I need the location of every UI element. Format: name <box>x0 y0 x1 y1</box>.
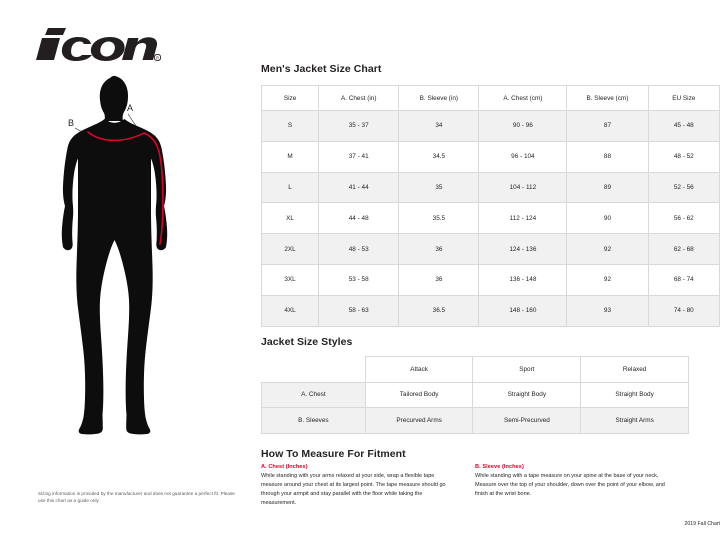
left-column <box>0 0 250 540</box>
table-row <box>262 111 720 142</box>
cell-sleeve-cm: 90 <box>567 203 648 234</box>
table-header-row <box>262 86 720 111</box>
how-to-measure-title: How To Measure For Fitment <box>261 448 406 460</box>
cell-size: 4XL <box>262 295 319 326</box>
cell-chest-in: 48 - 53 <box>319 234 399 265</box>
styles-corner-cell <box>262 357 366 383</box>
styles-cell-sport-sleeves: Semi-Precurved <box>473 408 581 434</box>
styles-header-row <box>262 357 689 383</box>
col-header-chest-cm: A. Chest (cm) <box>479 86 567 111</box>
cell-sleeve-in: 34 <box>399 111 479 142</box>
styles-row-label-chest: A. Chest <box>262 382 366 408</box>
styles-cell-attack-sleeves: Precurved Arms <box>365 408 473 434</box>
cell-chest-cm: 104 - 112 <box>479 172 567 203</box>
cell-sleeve-cm: 93 <box>567 295 648 326</box>
cell-eu-size: 56 - 62 <box>648 203 719 234</box>
cell-chest-cm: 136 - 148 <box>479 264 567 295</box>
styles-cell-relaxed-chest: Straight Body <box>581 382 689 408</box>
size-styles-table <box>261 356 689 434</box>
disclaimer-text: Sizing information is provided by the manufacturer and does not guarantee a perfect fit. Please use this chart as a guide only <box>38 491 235 504</box>
icon-logo <box>36 28 161 70</box>
cell-size: XL <box>262 203 319 234</box>
col-header-size: Size <box>262 86 319 111</box>
measure-chest-heading: A. Chest (Inches) <box>261 464 308 470</box>
styles-row-label-sleeves: B. Sleeves <box>262 408 366 434</box>
styles-cell-relaxed-sleeves: Straight Arms <box>581 408 689 434</box>
table-row <box>262 203 720 234</box>
cell-sleeve-in: 35.5 <box>399 203 479 234</box>
cell-size: S <box>262 111 319 142</box>
size-chart-title: Men's Jacket Size Chart <box>261 63 382 75</box>
right-column <box>261 0 720 540</box>
measure-chest-block <box>261 464 457 508</box>
cell-eu-size: 48 - 52 <box>648 141 719 172</box>
col-header-sleeve-in: B. Sleeve (in) <box>399 86 479 111</box>
cell-sleeve-in: 36 <box>399 264 479 295</box>
body-diagram <box>24 70 244 460</box>
cell-chest-cm: 90 - 96 <box>479 111 567 142</box>
cell-chest-cm: 148 - 160 <box>479 295 567 326</box>
styles-header-sport: Sport <box>473 357 581 383</box>
cell-sleeve-in: 34.5 <box>399 141 479 172</box>
cell-sleeve-cm: 92 <box>567 234 648 265</box>
table-row <box>262 141 720 172</box>
table-row <box>262 172 720 203</box>
cell-eu-size: 62 - 68 <box>648 234 719 265</box>
cell-sleeve-cm: 87 <box>567 111 648 142</box>
cell-eu-size: 68 - 74 <box>648 264 719 295</box>
cell-sleeve-cm: 88 <box>567 141 648 172</box>
cell-size: 2XL <box>262 234 319 265</box>
cell-sleeve-in: 35 <box>399 172 479 203</box>
styles-header-relaxed: Relaxed <box>581 357 689 383</box>
table-row <box>262 382 689 408</box>
cell-sleeve-cm: 89 <box>567 172 648 203</box>
styles-cell-sport-chest: Straight Body <box>473 382 581 408</box>
cell-eu-size: 45 - 48 <box>648 111 719 142</box>
cell-chest-cm: 124 - 136 <box>479 234 567 265</box>
styles-header-attack: Attack <box>365 357 473 383</box>
cell-chest-in: 53 - 58 <box>319 264 399 295</box>
measure-sleeve-block <box>475 464 671 508</box>
cell-eu-size: 52 - 56 <box>648 172 719 203</box>
cell-sleeve-in: 36.5 <box>399 295 479 326</box>
cell-sleeve-cm: 92 <box>567 264 648 295</box>
table-row <box>262 234 720 265</box>
cell-chest-in: 35 - 37 <box>319 111 399 142</box>
measure-sleeve-body: While standing with a tape measure on your spine at the base of your neck, Measure over the top of your shoulder, down over the point of your elbow, and finish at the wrist bone. <box>475 473 665 497</box>
cell-sleeve-in: 36 <box>399 234 479 265</box>
cell-size: L <box>262 172 319 203</box>
cell-size: 3XL <box>262 264 319 295</box>
table-row <box>262 408 689 434</box>
cell-chest-in: 37 - 41 <box>319 141 399 172</box>
cell-chest-cm: 112 - 124 <box>479 203 567 234</box>
measure-chest-body: While standing with your arms relaxed at your side, wrap a flexible tape measure around your chest at its largest point. The tape measure should go through your armpit and stay parallel with the floor while taking the measurement. <box>261 473 446 506</box>
how-to-measure-section <box>261 464 720 508</box>
measure-sleeve-heading: B. Sleeve (Inches) <box>475 464 524 470</box>
table-row <box>262 264 720 295</box>
label-b: B <box>68 118 75 128</box>
cell-eu-size: 74 - 80 <box>648 295 719 326</box>
col-header-chest-in: A. Chest (in) <box>319 86 399 111</box>
svg-text:R: R <box>155 55 160 61</box>
col-header-sleeve-cm: B. Sleeve (cm) <box>567 86 648 111</box>
cell-chest-cm: 96 - 104 <box>479 141 567 172</box>
cell-size: M <box>262 141 319 172</box>
size-chart-table <box>261 85 720 327</box>
label-a: A <box>127 103 134 113</box>
styles-cell-attack-chest: Tailored Body <box>365 382 473 408</box>
size-styles-title: Jacket Size Styles <box>261 336 353 348</box>
cell-chest-in: 58 - 63 <box>319 295 399 326</box>
cell-chest-in: 44 - 48 <box>319 203 399 234</box>
cell-chest-in: 41 - 44 <box>319 172 399 203</box>
table-row <box>262 295 720 326</box>
footer-chart-version: 2019 Fall Chart <box>684 521 720 527</box>
col-header-eu-size: EU Size <box>648 86 719 111</box>
